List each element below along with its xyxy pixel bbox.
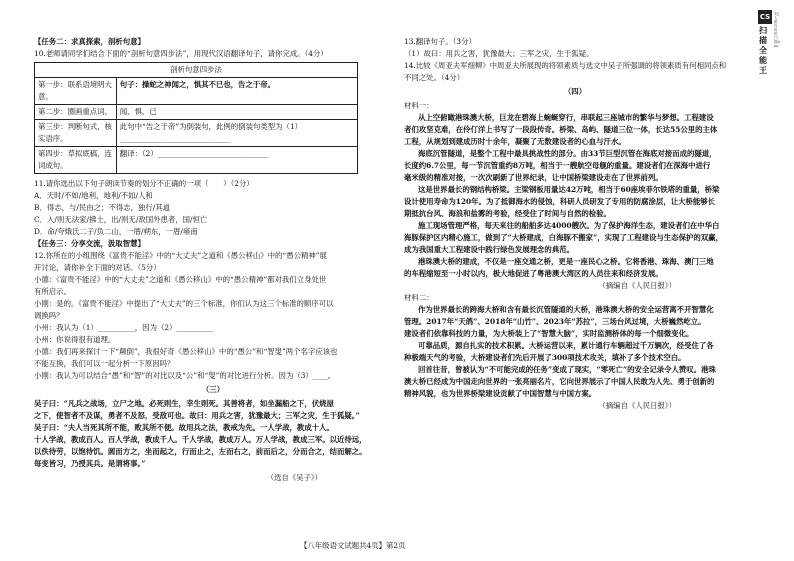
- material-two-line: 建设者们依靠科技的力量，为大桥装上了“智慧大脑”，实时监测桥体的每一个细微变化。: [404, 329, 694, 338]
- logo-text: 扫描全能王: [759, 26, 767, 75]
- material-two-source: （摘编自《人民日报》）: [598, 401, 676, 410]
- step-cell: 第四步：草拟底稿，连词成句。: [35, 147, 117, 174]
- material-one-line: 工程，从规划到建成历时十余年，凝聚了无数建设者的心血与汗水。: [404, 137, 626, 146]
- content-cell: 此句中“告之于帝”为倒装句，此例的倒装句类型为（1）______________________________: [116, 120, 357, 147]
- table-row: [35, 120, 358, 147]
- question-11: 11.请你选出以下句子朗读节奏的划分不正确的一项（ ）（2分）: [34, 179, 254, 188]
- q12-line: 12.你所在的小组围绕《富贵不能淫》中的“大丈夫”之道和《愚公移山》中的“愚公精神”展: [34, 251, 327, 260]
- content-cell: 句子：操蛇之神闻之，惧其不已也，告之于帝。: [116, 78, 357, 105]
- q12-line: 不能互换，我们可以一起分析一下原因吗？: [34, 359, 175, 368]
- option-d: D．命/夸娥氏二子/负二山，一厝/朔东，一厝/雍南: [34, 227, 198, 236]
- question-10: 10.老师请同学们结合下面的“剖析句意四步法”，用现代汉语翻译句子，请你完成。（4分）: [34, 49, 328, 58]
- option-c: C．入/则无法家/拂士，出/则无/敌国外患者，国/恒亡: [34, 215, 208, 224]
- material-one-line: 长度约6.7公里，每一节沉管重约8万吨，相当于一艘航空母舰的重量。建设者们在深海中进行: [404, 161, 711, 170]
- material-one-line: 期抵抗台风、海浪和盐雾的考验，经受住了时间与自然的检验。: [404, 209, 611, 218]
- q12-line: 有所启示。: [34, 287, 71, 296]
- analysis-steps-table: [34, 62, 358, 174]
- content-cell: 闻、惧、已: [116, 105, 357, 120]
- passage-source: （选自《吴子》）: [266, 473, 322, 482]
- content-cell: 翻译：（2）______________________________: [116, 147, 357, 174]
- material-two-line: 回首往昔，曾被认为“不可能完成的任务”变成了现实，“零死亡”的安全记录令人赞叹。港珠: [418, 365, 716, 374]
- table-row: [35, 105, 358, 120]
- q12-line: 调换吗？: [34, 311, 64, 320]
- logo-subtext: 3亿人都在用的扫描App: [774, 12, 780, 48]
- material-two-line: 澳大桥已经成为中国走向世界的一张亮丽名片，它向世界展示了中国人民敢为人先、勇于创新的: [404, 377, 715, 386]
- scanner-watermark-logo: [758, 10, 788, 75]
- q13-sentence: （1）故曰：用兵之害，犹豫最大；三军之灾，生于狐疑。: [404, 49, 594, 58]
- material-two-line: 作为世界最长的跨海大桥和含有最长沉管隧道的大桥，港珠澳大桥的安全运营离不开智慧化: [418, 305, 714, 314]
- material-one-label: 材料一：: [404, 101, 434, 110]
- passage-line: 十人学战，教成百人。百人学战，教成千人。千人学战，教成万人。万人学战，教成三军。以近待远，: [34, 435, 367, 444]
- material-one-line: 海底沉管隧道，是整个工程中最具挑战性的部分。由33节巨型沉管在海底对接而成的隧道，: [418, 149, 717, 158]
- material-two-line: 精神风貌，也为世界桥梁建设贡献了中国智慧与中国方案。: [404, 389, 597, 398]
- xiaozhou-reply: 小州：你说得很有道理。: [34, 335, 116, 344]
- table-row: [35, 78, 358, 105]
- step-cell: 第二步：圈画重点词。: [35, 105, 117, 120]
- question-14-line: 14.比较《周亚夫军细柳》中周亚夫所展现的将领素质与选文中吴子所强调的将领素质有何相同点和: [404, 61, 727, 70]
- logo-mark: CS: [758, 10, 772, 24]
- material-one-source: （摘编自《人民日报》）: [598, 281, 676, 290]
- section-four-heading: （四）: [563, 87, 587, 96]
- material-one-line: 港珠澳大桥的建成，不仅是一座交通之桥，更是一座民心之桥。它将香港、珠海、澳门三地: [418, 257, 714, 266]
- task2-title: 【任务二：求真探索，剖析句意】: [34, 37, 145, 46]
- q12-line: 小刚：我认为可以结合“愚”和“智”的对比以及“公”和“叟”的对比进行分析。因为（3）____。: [34, 371, 335, 380]
- xiaozhou-answer: [34, 322, 392, 334]
- material-two-label: 材料二：: [404, 293, 434, 302]
- material-two-line: 管理。2017年“天鸽”、2018年“山竹”、2023年“苏拉”，三场台风过境，大桥巍然屹立。: [404, 317, 706, 326]
- answer-blanks: 我认为（1）__________，因为（2）__________: [56, 323, 214, 332]
- left-column: [34, 36, 392, 484]
- material-two-line: 可靠品质，源自扎实的技术积累。大桥运营以来，累计通行车辆超过千万辆次，经受住了各: [418, 341, 714, 350]
- material-one-line: 施工现场管理严格，每天来往的船舶多达4000艘次。为了保护海洋生态，建设者们在中华白: [418, 221, 720, 230]
- page-footer: 【八年级语文试题共4页】第2页: [300, 541, 406, 550]
- q12-line: 小德：我们再来探讨一下“颠倒”，我很好奇《愚公移山》中的“愚公”和“智叟”两个名字应该也: [34, 347, 338, 356]
- passage-line: 吴子曰：“夫人当死其所不能，败其所不便。故用兵之法，教戒为先。一人学战，教成十人。: [34, 423, 334, 432]
- table-header: 剖析句意四步法: [35, 63, 358, 78]
- q12-line: 小刚：是的。《富贵不能淫》中提出了“大丈夫”的三个标准，你们认为这三个标准的顺序可以: [34, 299, 334, 308]
- section-three-heading: （三）: [201, 385, 225, 394]
- option-b: B．得志，与/民由之；不得志，独行/其道: [34, 203, 171, 212]
- speaker-label: 小州：: [34, 323, 57, 332]
- passage-line: 之下，使智者不及谋，勇者不及怒，受敌可也。故曰：用兵之害，犹豫最大；三军之灾，生于狐疑。”: [34, 411, 360, 420]
- material-one-line: 者们攻坚克难，在伶仃洋上书写了一段段传奇。桥梁、岛屿、隧道三位一体，长达55公里的主体: [404, 125, 718, 134]
- passage-line: 吴子曰：“凡兵之战场，立尸之地。必死则生，幸生则死。其善将者，如坐漏船之下，伏烧屋: [34, 399, 334, 408]
- table-row: [35, 147, 358, 174]
- material-one-line: 成为我国重大工程建设中践行绿色发展理念的典范。: [404, 245, 574, 254]
- material-one-line: 毫米级的精准对接，一次次刷新了世界纪录，让中国桥梁建设走在了世界前列。: [404, 173, 663, 182]
- step-cell: 第三步：判断句式，核实语序。: [35, 120, 117, 147]
- task3-title: 【任务三：分享交流，汲取智慧】: [34, 239, 145, 248]
- material-one-line: 的车程缩短至一小时以内，极大地促进了粤港澳大湾区的人员往来和经济发展。: [404, 269, 663, 278]
- material-one-line: 设计使用寿命为120年。为了抵御海水的侵蚀，科研人员研发了专用的防腐涂层，让大桥能够长: [404, 197, 716, 206]
- option-a: A．天时/不如/地利，地利/不如/人和: [34, 191, 153, 200]
- q12-line: 小德：《富贵不能淫》中的“大丈夫”之道和《愚公移山》中的“愚公精神”都对我们立身处世: [34, 275, 327, 284]
- passage-line: 以佚待劳，以饱待饥。圆而方之，坐而起之，行而止之，左而右之，前而后之，分而合之，结而解之。: [34, 447, 367, 456]
- material-one-line: 从上空俯瞰港珠澳大桥，巨龙在碧海上蜿蜒穿行，串联起三座城市的繁华与梦想。工程建设: [418, 113, 714, 122]
- step-cell: 第一步：联系语境明大意。: [35, 78, 117, 105]
- right-column: [404, 36, 746, 412]
- q12-line: 开讨论，请你补全下面的对话。（5分）: [34, 263, 161, 272]
- material-one-line: 海豚保护区内精心施工，做到了“大桥建成，白海豚不搬家”，实现了工程建设与生态保护的双赢，: [404, 233, 723, 242]
- material-two-line: 种极端天气的考验，大桥建设者们先后开展了300项技术攻关，填补了多个技术空白。: [404, 353, 686, 362]
- question-13: 13.翻译句子。（3分）: [404, 37, 476, 46]
- passage-line: 每变皆习，乃授其兵。是谓将事。”: [34, 459, 146, 468]
- material-one-line: 这是世界最长的钢结构桥梁。主梁钢板用量达42万吨，相当于60座埃菲尔铁塔的重量，桥梁: [418, 185, 720, 194]
- question-14-line: 不同之处。（4分）: [404, 73, 465, 82]
